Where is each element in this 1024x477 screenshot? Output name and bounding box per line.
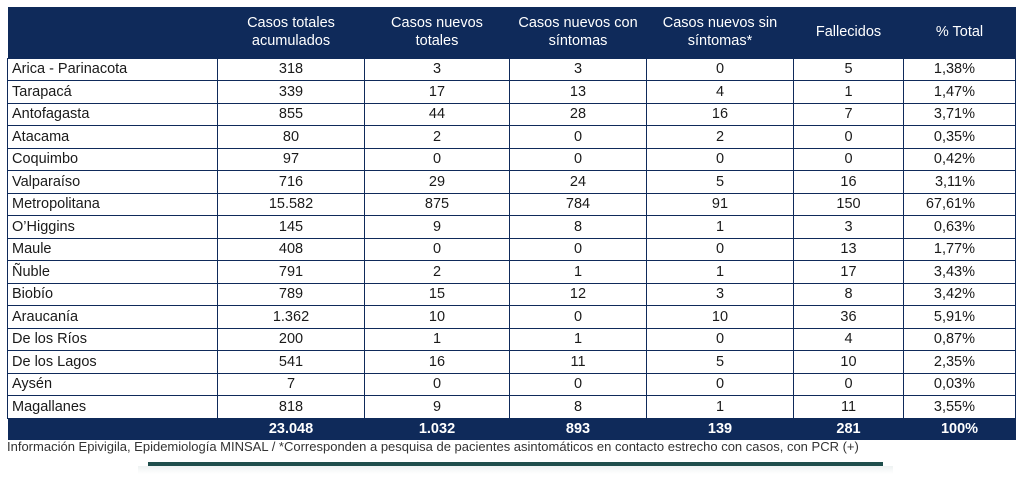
cell-casos-nuevos-sin-sintomas: 1 [647,216,794,239]
cell-casos-totales-acumulados: 80 [218,126,365,149]
cell-porcentaje-total: 0,87% [904,328,1016,351]
cell-casos-nuevos-sin-sintomas: 2 [647,126,794,149]
cell-casos-nuevos-totales: 0 [365,238,510,261]
cell-porcentaje-total: 3,11% [904,171,1016,194]
cell-region: De los Lagos [8,351,218,374]
cell-casos-nuevos-sin-sintomas: 4 [647,81,794,104]
cell-fallecidos: 0 [794,373,904,396]
cell-porcentaje-total: 1,77% [904,238,1016,261]
table-row [8,193,1016,216]
cell-casos-nuevos-con-sintomas: 8 [510,216,647,239]
cell-casos-totales-acumulados: 855 [218,103,365,126]
cell-fallecidos: 36 [794,306,904,329]
cell-casos-nuevos-sin-sintomas: 0 [647,373,794,396]
total-casos-totales-acumulados: 23.048 [218,418,365,440]
divider-shadow [138,466,893,474]
cell-casos-nuevos-con-sintomas: 11 [510,351,647,374]
cell-region: O’Higgins [8,216,218,239]
cell-casos-totales-acumulados: 791 [218,261,365,284]
table-row [8,351,1016,374]
cell-casos-nuevos-totales: 29 [365,171,510,194]
covid-regional-table-container [7,7,1015,440]
cell-porcentaje-total: 3,55% [904,396,1016,419]
cell-porcentaje-total: 1,38% [904,58,1016,81]
cell-casos-totales-acumulados: 1.362 [218,306,365,329]
cell-fallecidos: 0 [794,148,904,171]
cell-region: Maule [8,238,218,261]
cell-casos-totales-acumulados: 200 [218,328,365,351]
cell-casos-nuevos-con-sintomas: 13 [510,81,647,104]
cell-porcentaje-total: 3,42% [904,283,1016,306]
cell-casos-totales-acumulados: 318 [218,58,365,81]
table-header [8,7,1016,58]
cell-porcentaje-total: 3,43% [904,261,1016,284]
cell-fallecidos: 11 [794,396,904,419]
header-porcentaje-total: % Total [904,7,1016,58]
cell-fallecidos: 0 [794,126,904,149]
cell-porcentaje-total: 3,71% [904,103,1016,126]
table-row [8,126,1016,149]
cell-fallecidos: 16 [794,171,904,194]
cell-casos-nuevos-totales: 10 [365,306,510,329]
total-casos-nuevos-con-sintomas: 893 [510,418,647,440]
table-row [8,238,1016,261]
cell-casos-nuevos-con-sintomas: 784 [510,193,647,216]
cell-region: Magallanes [8,396,218,419]
cell-region: Antofagasta [8,103,218,126]
cell-casos-nuevos-con-sintomas: 0 [510,126,647,149]
cell-casos-nuevos-sin-sintomas: 1 [647,396,794,419]
cell-casos-nuevos-sin-sintomas: 5 [647,171,794,194]
cell-porcentaje-total: 67,61% [904,193,1016,216]
cell-casos-nuevos-con-sintomas: 0 [510,373,647,396]
cell-casos-totales-acumulados: 541 [218,351,365,374]
cell-region: Araucanía [8,306,218,329]
covid-regional-table [7,7,1016,440]
cell-region: Aysén [8,373,218,396]
cell-casos-nuevos-totales: 16 [365,351,510,374]
cell-fallecidos: 7 [794,103,904,126]
cell-porcentaje-total: 5,91% [904,306,1016,329]
cell-casos-nuevos-totales: 2 [365,126,510,149]
cell-casos-nuevos-sin-sintomas: 0 [647,58,794,81]
cell-casos-nuevos-sin-sintomas: 0 [647,238,794,261]
cell-casos-nuevos-totales: 875 [365,193,510,216]
header-casos-nuevos-sin-sintomas: Casos nuevos sin síntomas* [647,7,794,58]
cell-porcentaje-total: 0,42% [904,148,1016,171]
cell-fallecidos: 4 [794,328,904,351]
table-row [8,81,1016,104]
cell-casos-nuevos-totales: 1 [365,328,510,351]
header-casos-totales-acumulados: Casos totales acumulados [218,7,365,58]
cell-casos-nuevos-con-sintomas: 0 [510,238,647,261]
cell-casos-nuevos-con-sintomas: 1 [510,261,647,284]
cell-casos-nuevos-sin-sintomas: 0 [647,148,794,171]
total-region [8,418,218,440]
cell-region: Metropolitana [8,193,218,216]
cell-casos-nuevos-con-sintomas: 0 [510,306,647,329]
cell-casos-totales-acumulados: 97 [218,148,365,171]
cell-casos-nuevos-con-sintomas: 8 [510,396,647,419]
cell-casos-totales-acumulados: 408 [218,238,365,261]
cell-fallecidos: 150 [794,193,904,216]
total-fallecidos: 281 [794,418,904,440]
cell-casos-totales-acumulados: 7 [218,373,365,396]
header-fallecidos: Fallecidos [794,7,904,58]
total-casos-nuevos-sin-sintomas: 139 [647,418,794,440]
cell-fallecidos: 10 [794,351,904,374]
cell-region: Valparaíso [8,171,218,194]
header-region [8,7,218,58]
table-footer [8,418,1016,440]
cell-porcentaje-total: 0,63% [904,216,1016,239]
cell-casos-nuevos-sin-sintomas: 1 [647,261,794,284]
table-row [8,261,1016,284]
cell-casos-nuevos-totales: 15 [365,283,510,306]
cell-casos-nuevos-totales: 2 [365,261,510,284]
table-body [8,58,1016,418]
cell-porcentaje-total: 2,35% [904,351,1016,374]
cell-region: Ñuble [8,261,218,284]
table-row [8,58,1016,81]
cell-casos-totales-acumulados: 15.582 [218,193,365,216]
cell-casos-totales-acumulados: 716 [218,171,365,194]
cell-casos-nuevos-totales: 9 [365,216,510,239]
cell-region: Biobío [8,283,218,306]
cell-casos-nuevos-sin-sintomas: 5 [647,351,794,374]
divider-line [148,462,883,466]
cell-casos-nuevos-con-sintomas: 24 [510,171,647,194]
table-row [8,306,1016,329]
cell-casos-nuevos-sin-sintomas: 3 [647,283,794,306]
cell-fallecidos: 8 [794,283,904,306]
cell-casos-nuevos-totales: 17 [365,81,510,104]
cell-casos-totales-acumulados: 818 [218,396,365,419]
cell-casos-nuevos-con-sintomas: 3 [510,58,647,81]
cell-casos-nuevos-sin-sintomas: 10 [647,306,794,329]
cell-casos-nuevos-totales: 0 [365,373,510,396]
table-row [8,216,1016,239]
cell-casos-nuevos-totales: 44 [365,103,510,126]
cell-fallecidos: 5 [794,58,904,81]
cell-region: Coquimbo [8,148,218,171]
table-row [8,148,1016,171]
source-footnote: Información Epivigila, Epidemiología MINSAL / *Corresponden a pesquisa de pacientes asintomáticos en contacto estrecho con casos, con PCR (+) [7,439,859,454]
cell-casos-nuevos-con-sintomas: 28 [510,103,647,126]
cell-casos-totales-acumulados: 145 [218,216,365,239]
table-row [8,171,1016,194]
cell-region: Atacama [8,126,218,149]
cell-casos-nuevos-sin-sintomas: 0 [647,328,794,351]
table-row [8,103,1016,126]
cell-fallecidos: 17 [794,261,904,284]
cell-casos-nuevos-totales: 0 [365,148,510,171]
cell-fallecidos: 1 [794,81,904,104]
table-row [8,283,1016,306]
cell-casos-nuevos-con-sintomas: 1 [510,328,647,351]
cell-region: De los Ríos [8,328,218,351]
cell-region: Arica - Parinacota [8,58,218,81]
total-porcentaje-total: 100% [904,418,1016,440]
total-casos-nuevos-totales: 1.032 [365,418,510,440]
table-row [8,328,1016,351]
cell-porcentaje-total: 0,03% [904,373,1016,396]
header-row [8,7,1016,58]
cell-fallecidos: 3 [794,216,904,239]
cell-casos-nuevos-con-sintomas: 0 [510,148,647,171]
header-casos-nuevos-con-sintomas: Casos nuevos con síntomas [510,7,647,58]
cell-casos-nuevos-sin-sintomas: 16 [647,103,794,126]
cell-casos-totales-acumulados: 339 [218,81,365,104]
table-row [8,396,1016,419]
totals-row [8,418,1016,440]
cell-casos-nuevos-totales: 3 [365,58,510,81]
cell-casos-nuevos-con-sintomas: 12 [510,283,647,306]
cell-porcentaje-total: 0,35% [904,126,1016,149]
cell-casos-nuevos-sin-sintomas: 91 [647,193,794,216]
cell-casos-totales-acumulados: 789 [218,283,365,306]
cell-casos-nuevos-totales: 9 [365,396,510,419]
cell-fallecidos: 13 [794,238,904,261]
header-casos-nuevos-totales: Casos nuevos totales [365,7,510,58]
table-row [8,373,1016,396]
cell-porcentaje-total: 1,47% [904,81,1016,104]
cell-region: Tarapacá [8,81,218,104]
